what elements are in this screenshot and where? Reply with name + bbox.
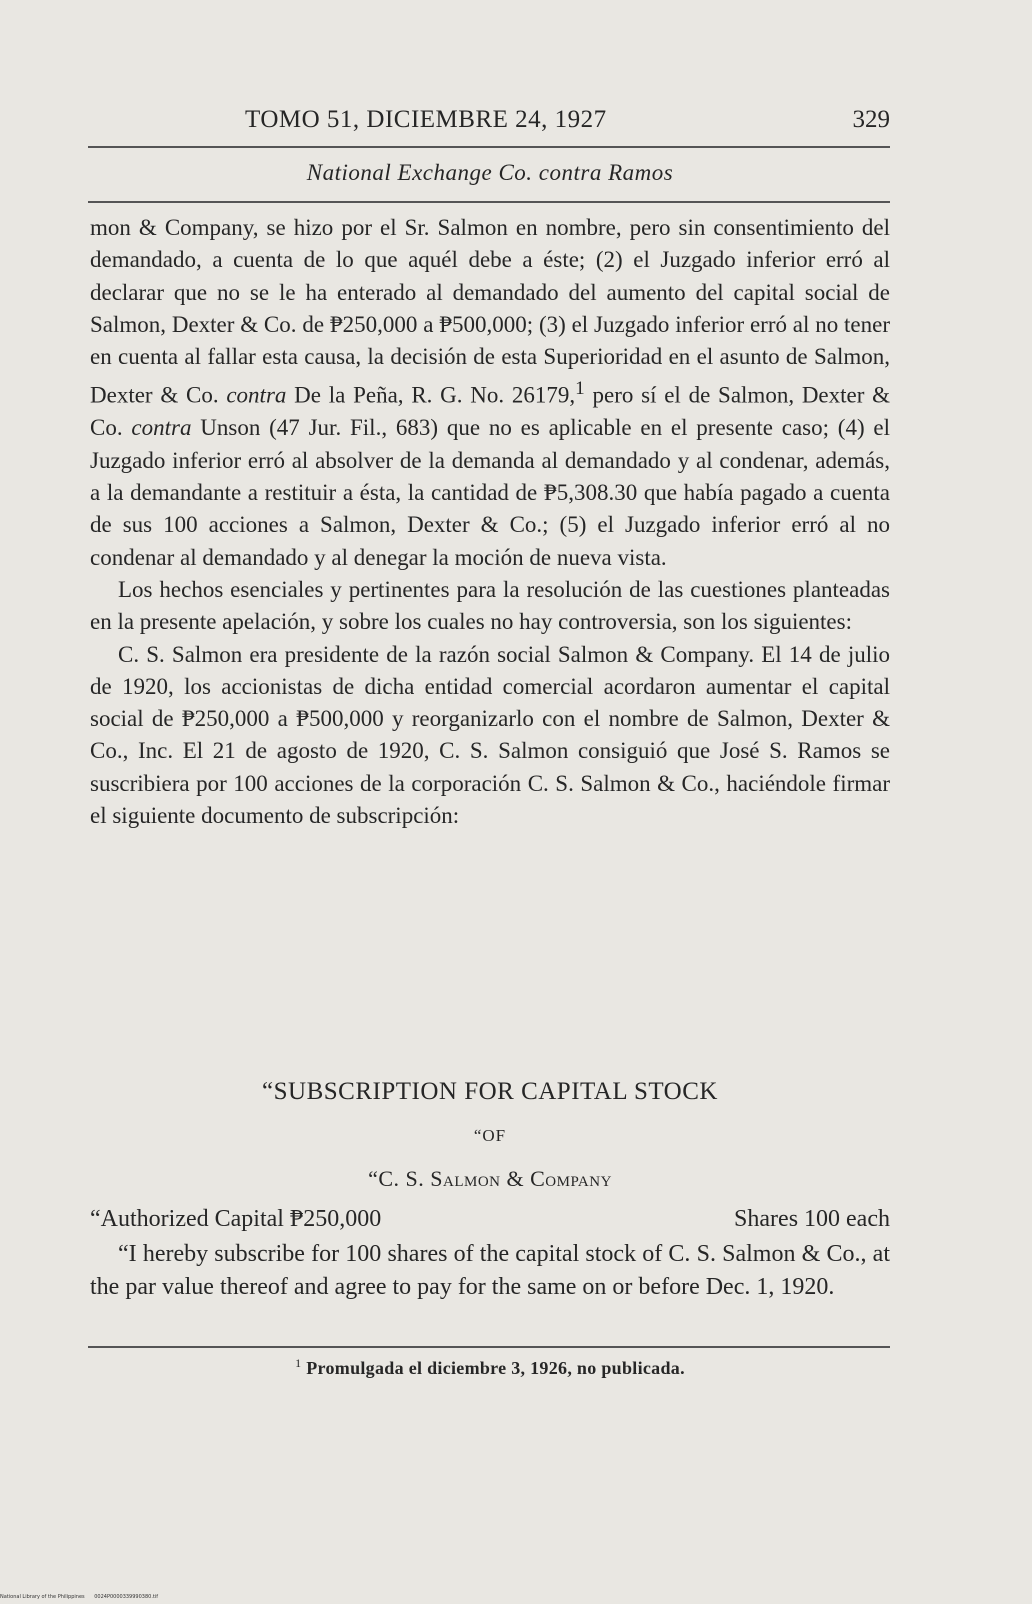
shares-each: Shares 100 each (734, 1206, 890, 1232)
footnote-text: Promulgada el diciembre 3, 1926, no publicada. (306, 1358, 685, 1378)
library-source: National Library of the Philippines (0, 1594, 85, 1600)
footnote-rule (88, 1346, 890, 1348)
body-text (90, 212, 890, 832)
authorized-capital: “Authorized Capital ₱250,000 (90, 1206, 382, 1232)
contra-italic: contra (131, 415, 192, 441)
subscription-title: “SUBSCRIPTION FOR CAPITAL STOCK (262, 1078, 718, 1105)
page-number: 329 (852, 106, 890, 133)
footnote-reference: 1 (575, 378, 585, 400)
footnote (90, 1356, 890, 1379)
paragraph-salmon-facts: C. S. Salmon era presidente de la razón social Salmon & Company. El 14 de julio de 1920, los accionistas de dicha entidad comercial acordaron aumentar el capital social de ₱250,000 a ₱500,000 y reorganizarlo con el nombre de Salmon, Dexter & Co., Inc. El 21 de agosto de 1920, C. S. Salmon consiguió que José S. Ramos se suscribiera por 100 acciones de la corporación C. S. Salmon & Co., haciéndole firmar el siguiente documento de subscripción: (90, 641, 890, 828)
paragraph-errors-part-4: Unson (47 Jur. Fil., 683) que no es aplicable en el presente caso; (4) el Juzgado inferior erró al absolver de la demanda al demandado y al condenar, además, a la demandante a restituir a ésta, la cantidad de ₱5,308.30 que había pagado a cuenta de sus 100 acciones a Salmon, Dexter & Co.; (5) el Juzgado inferior erró al no condenar al demandado y al denegar la moción de nueva vista. (90, 415, 891, 570)
subscription-company: “C. S. Salmon & Company (368, 1166, 612, 1191)
footnote-number: 1 (295, 1356, 302, 1370)
paragraph-facts-intro: Los hechos esenciales y pertinentes para la resolución de las cuestiones planteadas en la presente apelación, y sobre los cuales no hay controversia, son los siguientes: (90, 576, 890, 635)
header-rule (88, 146, 890, 148)
subscription-text: “I hereby subscribe for 100 shares of the capital stock of C. S. Salmon & Co., at the par value thereof and agree to pay for the same on or before Dec. 1, 1920. (90, 1241, 890, 1300)
paragraph-errors-part-2: De la Peña, R. G. No. 26179, (294, 383, 576, 409)
paragraph-errors (90, 212, 890, 574)
subscription-of: “OF (473, 1126, 507, 1145)
library-file-code: 0024P0000339990380.tif (94, 1594, 159, 1600)
volume-date-title: TOMO 51, DICIEMBRE 24, 1927 (245, 106, 607, 133)
library-label (0, 1594, 166, 1600)
contra-italic: contra (226, 383, 287, 409)
running-head-rule (88, 201, 890, 203)
paragraph-errors-part-1: mon & Company, se hizo por el Sr. Salmon en nombre, pero sin consentimiento del demandado, a cuenta de lo que aquél debe a éste; (2) el Juzgado inferior erró al declarar que no se le ha enterado al demandado del aumento del capital social de Salmon, Dexter & Co. de ₱250,000 a ₱500,000; (3) el Juzgado inferior erró al no tener en cuenta al fallar esta causa, la decisión de esta Superioridad en el asunto de Salmon, Dexter & Co. (90, 215, 890, 409)
paragraph-errors-part-3: pero sí el de Salmon, Dexter & Co. (90, 383, 891, 441)
running-head: National Exchange Co. contra Ramos (306, 160, 674, 185)
page-header (90, 106, 890, 146)
